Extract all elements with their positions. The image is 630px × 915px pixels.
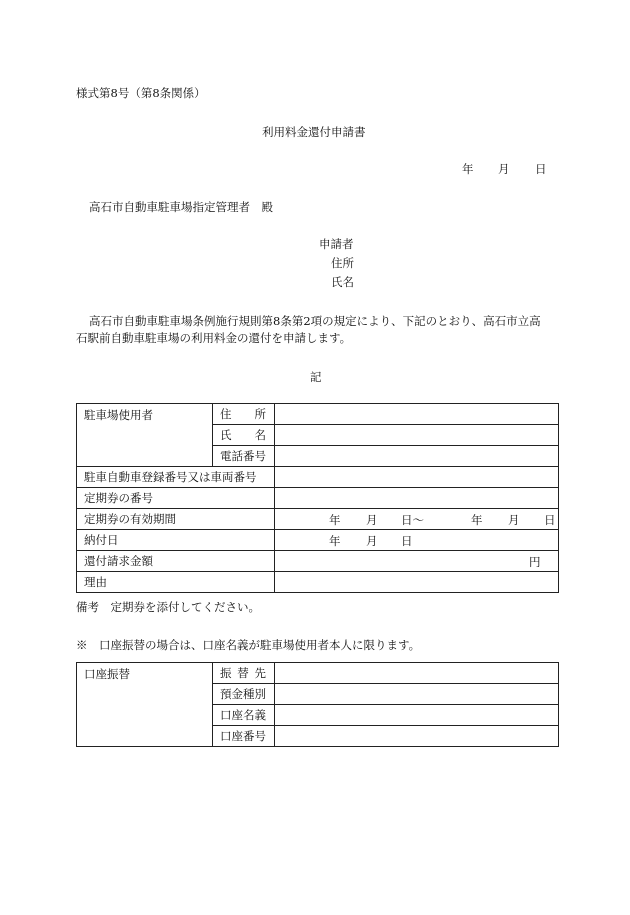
user-address-field[interactable] — [275, 404, 559, 425]
account-type-field[interactable] — [275, 684, 559, 705]
body-text-line-1: 高石市自動車駐車場条例施行規則第8条第2項の規定により、下記のとおり、高石市立高 — [89, 314, 541, 328]
transfer-destination-field[interactable] — [275, 663, 559, 684]
validity-period-label: 定期券の有効期間 — [77, 509, 275, 530]
bank-transfer-table — [76, 662, 559, 747]
remark: 備考 定期券を添付してください。 — [76, 600, 260, 614]
table-row — [77, 467, 559, 488]
applicant-label: 申請者 — [319, 237, 354, 251]
date-month: 月 — [498, 162, 510, 176]
table-row — [77, 509, 559, 530]
user-phone-field[interactable] — [275, 446, 559, 467]
application-table — [76, 403, 559, 593]
account-number-field[interactable] — [275, 726, 559, 747]
payment-date-field[interactable]: 年 月 日 — [275, 530, 559, 551]
table-row — [77, 488, 559, 509]
refund-amount-label: 還付請求金額 — [77, 551, 275, 572]
reason-label: 理由 — [77, 572, 275, 593]
addressee: 高石市自動車駐車場指定管理者 殿 — [89, 200, 273, 214]
date-year: 年 — [462, 162, 474, 176]
user-name-field[interactable] — [275, 425, 559, 446]
validity-period-field[interactable]: 年 月 日～ 年 月 日 — [275, 509, 559, 530]
applicant-address-label: 住所 — [331, 256, 354, 270]
table-row — [77, 530, 559, 551]
applicant-name-label: 氏名 — [331, 275, 354, 289]
pass-number-field[interactable] — [275, 488, 559, 509]
vehicle-registration-label: 駐車自動車登録番号又は車両番号 — [77, 467, 275, 488]
user-phone-label: 電話番号 — [213, 446, 275, 467]
account-name-label: 口座名義 — [213, 705, 275, 726]
user-address-label: 住 所 — [220, 407, 266, 421]
transfer-destination-label: 振 替 先 — [220, 666, 266, 680]
document-title: 利用料金還付申請書 — [262, 125, 366, 139]
pass-number-label: 定期券の番号 — [77, 488, 275, 509]
payment-date-label: 納付日 — [77, 530, 275, 551]
parking-user-label: 駐車場使用者 — [77, 404, 213, 467]
body-text-line-2: 石駅前自動車駐車場の利用料金の還付を申請します。 — [76, 331, 352, 345]
account-number-label: 口座番号 — [213, 726, 275, 747]
account-note: ※ 口座振替の場合は、口座名義が駐車場使用者本人に限ります。 — [76, 638, 421, 652]
table-row — [77, 551, 559, 572]
ki-heading: 記 — [310, 370, 322, 384]
table-row — [77, 572, 559, 593]
refund-amount-field[interactable] — [275, 551, 559, 572]
date-day: 日 — [535, 162, 547, 176]
account-type-label: 預金種別 — [213, 684, 275, 705]
table-row — [77, 663, 559, 684]
user-name-label: 氏 名 — [220, 428, 266, 442]
bank-transfer-label: 口座振替 — [77, 663, 213, 747]
form-number: 様式第8号（第8条関係） — [76, 86, 206, 100]
account-name-field[interactable] — [275, 705, 559, 726]
table-row — [77, 404, 559, 425]
reason-field[interactable] — [275, 572, 559, 593]
yen-unit: 円 — [529, 555, 541, 569]
vehicle-registration-field[interactable] — [275, 467, 559, 488]
